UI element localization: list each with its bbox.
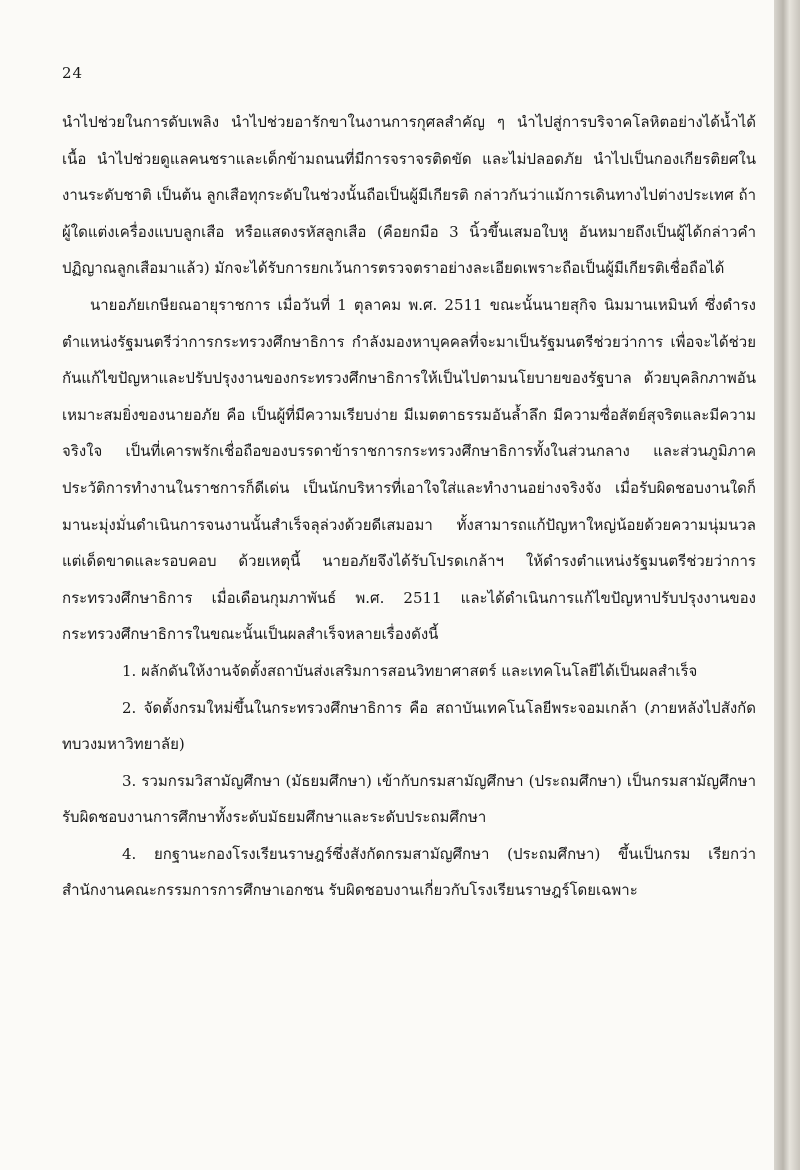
book-page-edge [774, 0, 800, 1170]
list-item: 1. ผลักดันให้งานจัดตั้งสถาบันส่งเสริมการสอนวิทยาศาสตร์ และเทคโนโลยีได้เป็นผลสำเร็จ [122, 661, 698, 680]
list-item: 4. ยกฐานะกองโรงเรียนราษฎร์ซึ่งสังกัดกรมสามัญศึกษา (ประถมศึกษา) ขึ้นเป็นกรม เรียกว่า สำนักงานคณะกรรมการการศึกษาเอกชน รับผิดชอบงานเกี่ยวกับโรงเรียนราษฎร์โดยเฉพาะ [62, 844, 756, 900]
paragraph-continuation: นำไปช่วยในการดับเพลิง นำไปช่วยอารักขาในงานการกุศลสำคัญ ๆ นำไปสู่การบริจาคโลหิตอย่างได้น้ำได้เนื้อ นำไปช่วยดูแลคนชราและเด็กข้ามถนนที่มีการจราจรติดขัด และไม่ปลอดภัย นำไปเป็นกองเกียรติยศในงานระดับชาติ เป็นต้น ลูกเสือทุกระดับในช่วงนั้นถือเป็นผู้มีเกียรติ กล่าวกันว่าแม้การเดินทางไปต่างประเทศ ถ้าผู้ใดแต่งเครื่องแบบลูกเสือ หรือแสดงรหัสลูกเสือ (คือยกมือ 3 นิ้วขึ้นเสมอใบหู อันหมายถึงเป็นผู้ได้กล่าวคำปฏิญาณลูกเสือมาแล้ว) มักจะได้รับการยกเว้นการตรวจตราอย่างละเอียดเพราะถือเป็นผู้มีเกียรติเชื่อถือได้ [62, 113, 756, 278]
paragraph-biography: นายอภัยเกษียณอายุราชการ เมื่อวันที่ 1 ตุลาคม พ.ศ. 2511 ขณะนั้นนายสุกิจ นิมมานเหมินท์ ซึ่งดำรงตำแหน่งรัฐมนตรีว่าการกระทรวงศึกษาธิการ กำลังมองหาบุคคลที่จะมาเป็นรัฐมนตรีช่วยว่าการ เพื่อจะได้ช่วยกันแก้ไขปัญหาและปรับปรุงงานของกระทรวงศึกษาธิการให้เป็นไปตามนโยบายของรัฐบาล ด้วยบุคลิกภาพอันเหมาะสมยิ่งของนายอภัย คือ เป็นผู้ที่มีความเรียบง่าย มีเมตตาธรรมอันล้ำลึก มีความซื่อสัตย์สุจริตและมีความจริงใจ เป็นที่เคารพรักเชื่อถือของบรรดาข้าราชการกระทรวงศึกษาธิการทั้งในส่วนกลาง และส่วนภูมิภาค ประวัติการทำงานในราชการก็ดีเด่น เป็นนักบริหารที่เอาใจใส่และทำงานอย่างจริงจัง เมื่อรับผิดชอบงานใดก็มานะมุ่งมั่นดำเนินการจนงานนั้นสำเร็จลุล่วงด้วยดีเสมอมา ทั้งสามารถแก้ปัญหาใหญ่น้อยด้วยความนุ่มนวล แต่เด็ดขาดและรอบคอบ ด้วยเหตุนี้ นายอภัยจึงได้รับโปรดเกล้าฯ ให้ดำรงตำแหน่งรัฐมนตรีช่วยว่าการกระทรวงศึกษาธิการ เมื่อเดือนกุมภาพันธ์ พ.ศ. 2511 และได้ดำเนินการแก้ไขปัญหาปรับปรุงงานของกระทรวงศึกษาธิการในขณะนั้นเป็นผลสำเร็จหลายเรื่องดังนี้ [62, 295, 756, 644]
page-number: 24 [62, 64, 84, 82]
document-body [62, 104, 756, 909]
list-item: 2. จัดตั้งกรมใหม่ขึ้นในกระทรวงศึกษาธิการ คือ สถาบันเทคโนโลยีพระจอมเกล้า (ภายหลังไปสังกัดทบวงมหาวิทยาลัย) [62, 698, 756, 754]
list-item: 3. รวมกรมวิสามัญศึกษา (มัธยมศึกษา) เข้ากับกรมสามัญศึกษา (ประถมศึกษา) เป็นกรมสามัญศึกษา รับผิดชอบงานการศึกษาทั้งระดับมัธยมศึกษาและระดับประถมศึกษา [62, 771, 756, 827]
